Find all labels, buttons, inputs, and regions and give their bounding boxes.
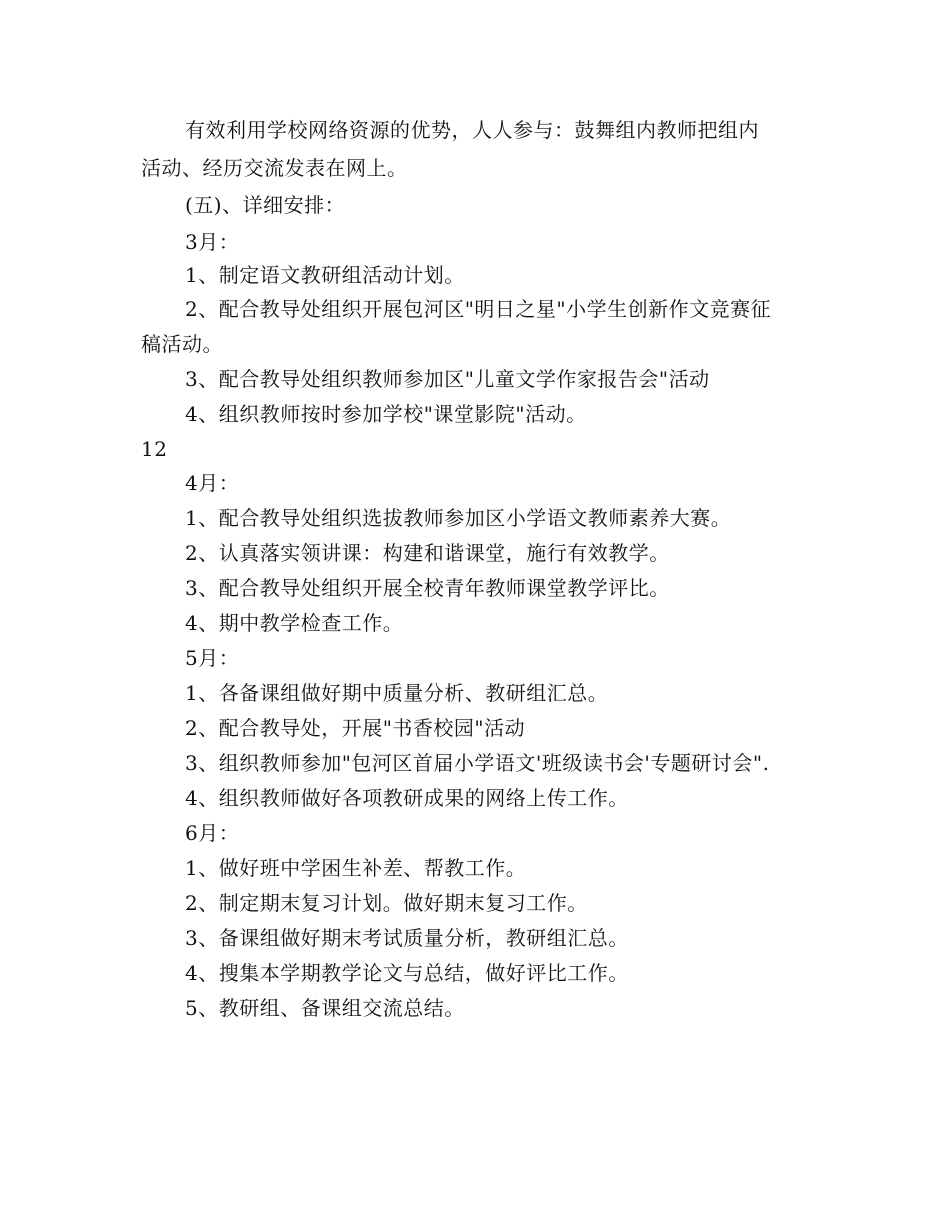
paragraph-line: 活动、经历交流发表在网上。 (141, 156, 408, 180)
list-item: 4、搜集本学期教学论文与总结，做好评比工作。 (185, 961, 629, 985)
month-heading-may: 5月： (185, 646, 240, 670)
section-heading: (五)、详细安排： (185, 193, 346, 217)
list-item: 1、各备课组做好期中质量分析、教研组汇总。 (185, 681, 609, 705)
list-item: 3、组织教师参加"包河区首届小学语文'班级读书会'专题研讨会". (185, 751, 770, 775)
list-item: 3、配合教导处组织开展全校青年教师课堂教学评比。 (185, 576, 670, 600)
list-item: 1、做好班中学困生补差、帮教工作。 (185, 856, 527, 880)
list-item: 4、组织教师按时参加学校"课堂影院"活动。 (185, 402, 587, 426)
page-number: 12 (141, 437, 168, 461)
list-item: 1、制定语文教研组活动计划。 (185, 263, 465, 287)
list-item: 3、配合教导处组织教师参加区"儿童文学作家报告会"活动 (185, 367, 710, 391)
list-item: 5、教研组、备课组交流总结。 (185, 996, 465, 1020)
month-heading-april: 4月： (185, 471, 240, 495)
list-item: 2、认真落实领讲课：构建和谐课堂，施行有效教学。 (185, 541, 670, 565)
list-item: 1、配合教导处组织选拔教师参加区小学语文教师素养大赛。 (185, 506, 732, 530)
list-item: 2、配合教导处组织开展包河区"明日之星"小学生创新作文竞赛征 (185, 297, 772, 321)
list-item: 3、备课组做好期末考试质量分析，教研组汇总。 (185, 926, 629, 950)
month-heading-june: 6月： (185, 821, 240, 845)
list-item: 4、期中教学检查工作。 (185, 611, 404, 635)
paragraph-line: 有效利用学校网络资源的优势，人人参与：鼓舞组内教师把组内 (185, 118, 759, 142)
list-item-continuation: 稿活动。 (141, 332, 223, 356)
month-heading-march: 3月： (185, 230, 240, 254)
list-item: 2、配合教导处，开展"书香校园"活动 (185, 716, 526, 740)
list-item: 4、组织教师做好各项教研成果的网络上传工作。 (185, 786, 629, 810)
list-item: 2、制定期末复习计划。做好期末复习工作。 (185, 891, 588, 915)
